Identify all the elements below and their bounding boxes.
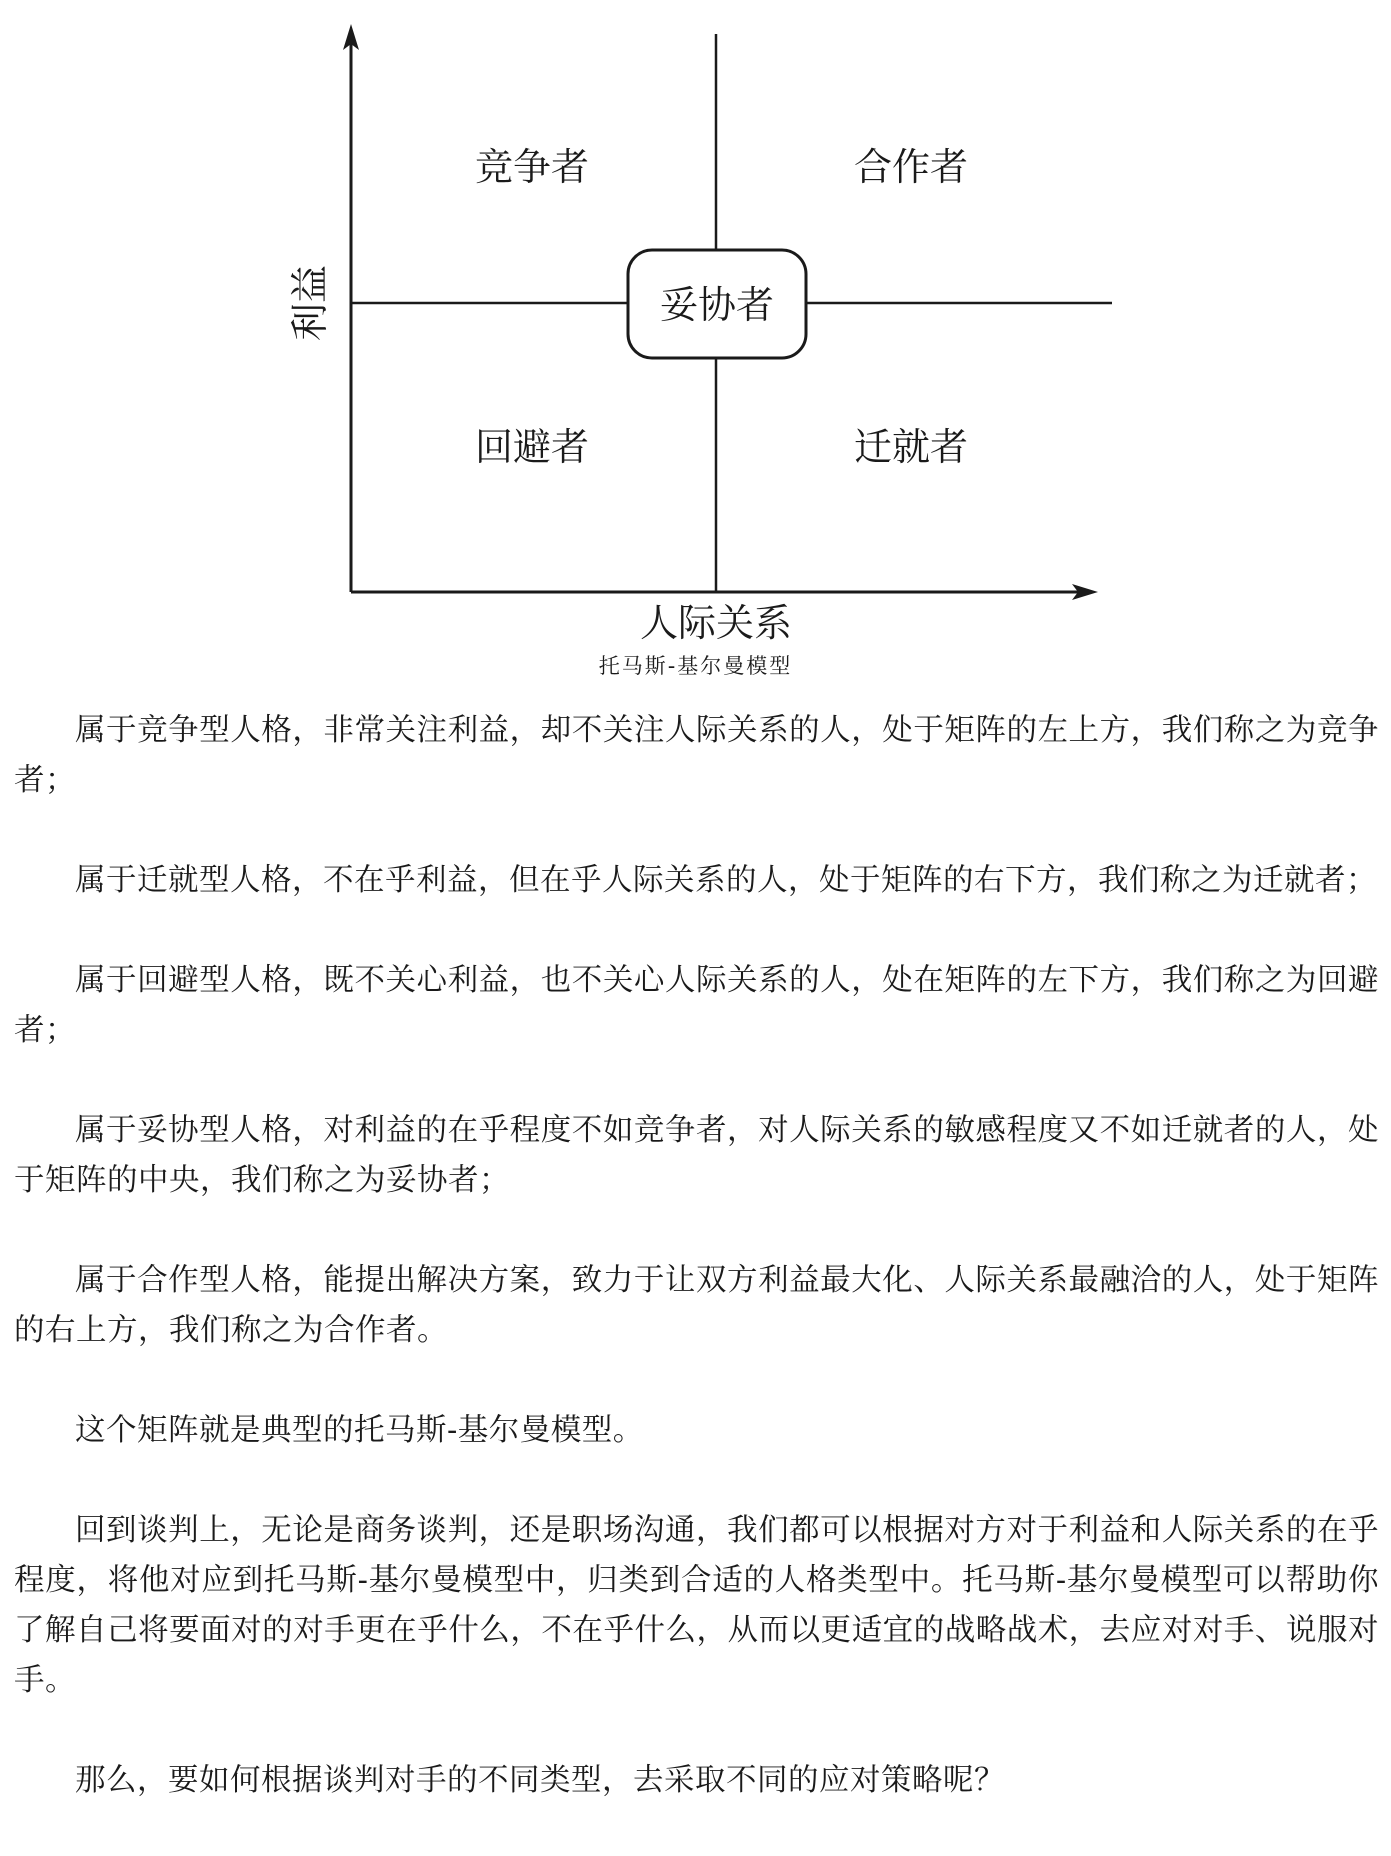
paragraph: 属于迁就型人格，不在乎利益，但在乎人际关系的人，处于矩阵的右下方，我们称之为迁就者； [75,863,1377,898]
figure-caption: 托马斯-基尔曼模型 [598,654,793,678]
quadrant-label-center: 妥协者 [659,283,775,327]
paragraph: 那么，要如何根据谈判对手的不同类型，去采取不同的应对策略呢？ [75,1763,1005,1798]
quadrant-label-top-left: 竞争者 [474,145,590,189]
paragraph: 属于妥协型人格，对利益的在乎程度不如竞争者，对人际关系的敏感程度又不如迁就者的人，处于矩阵的中央，我们称之为妥协者； [14,1113,1379,1198]
quadrant-label-bottom-left: 回避者 [474,425,590,469]
y-axis-label: 利益 [288,264,332,342]
paragraph: 这个矩阵就是典型的托马斯-基尔曼模型。 [75,1413,644,1448]
paragraph: 属于回避型人格，既不关心利益，也不关心人际关系的人，处在矩阵的左下方，我们称之为回避者； [14,963,1379,1048]
quadrant-label-bottom-right: 迁就者 [853,425,969,469]
paragraph: 属于合作型人格，能提出解决方案，致力于让双方利益最大化、人际关系最融洽的人，处于矩阵的右上方，我们称之为合作者。 [14,1263,1379,1348]
paragraph: 属于竞争型人格，非常关注利益，却不关注人际关系的人，处于矩阵的左上方，我们称之为竞争者； [14,713,1379,798]
paragraph: 回到谈判上，无论是商务谈判，还是职场沟通，我们都可以根据对方对于利益和人际关系的在乎程度，将他对应到托马斯-基尔曼模型中，归类到合适的人格类型中。托马斯-基尔曼模型可以帮助你了解自己将要面对的对手更在乎什么，不在乎什么，从而以更适宜的战略战术，去应对对手、说服对手。 [14,1513,1379,1698]
x-axis-label: 人际关系 [639,601,793,645]
thomas-kilmann-diagram [0,0,1391,700]
quadrant-label-top-right: 合作者 [853,145,969,189]
article-body [14,706,1379,1856]
